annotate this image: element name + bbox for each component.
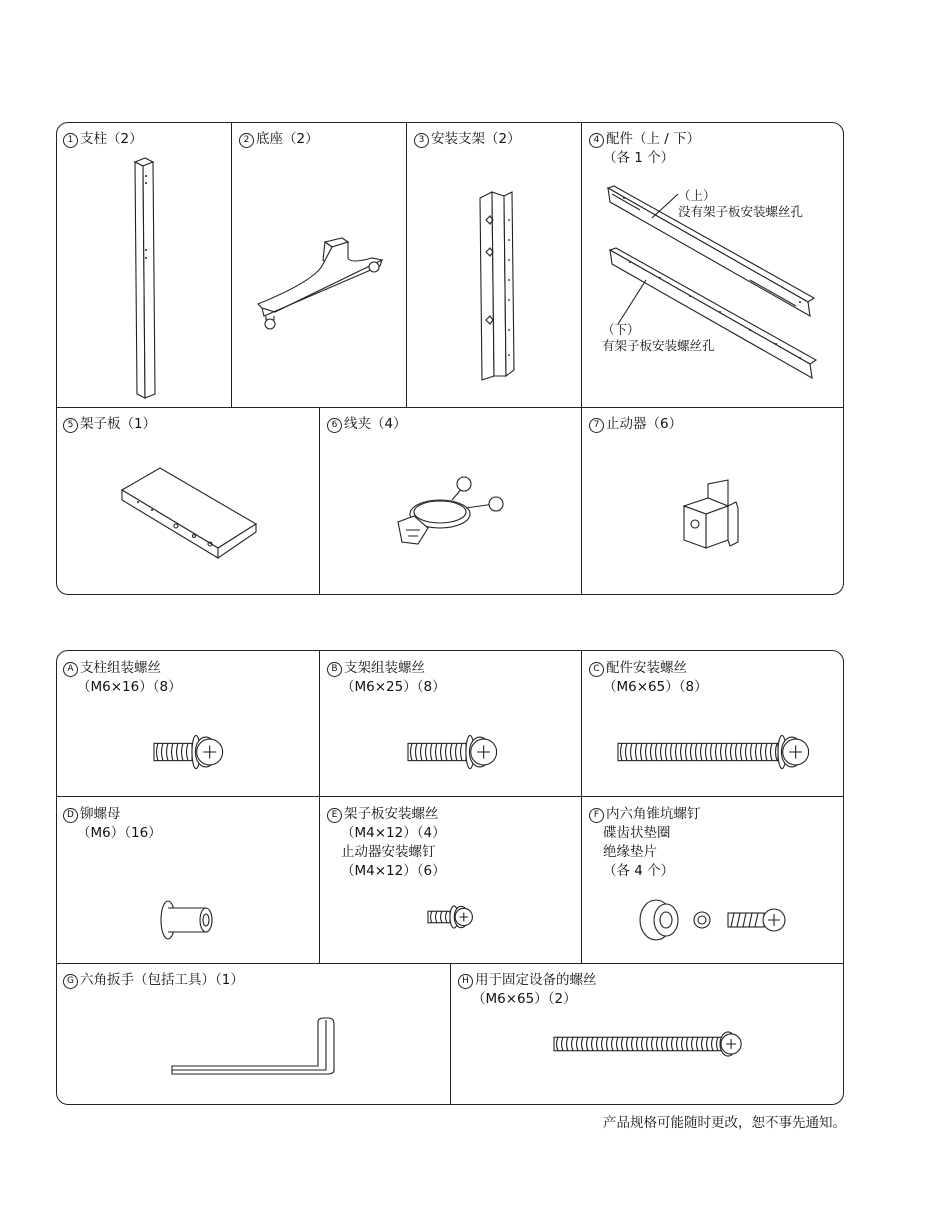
shelf-drawing bbox=[118, 462, 264, 562]
parts-divider-h bbox=[56, 407, 844, 408]
socket-screw-set-drawing bbox=[636, 896, 788, 944]
hw-g-label: G 六角扳手（包括工具）（1） bbox=[63, 971, 244, 990]
hardware-divider-v1 bbox=[319, 650, 320, 963]
base-drawing bbox=[250, 230, 400, 340]
parts-divider-v3 bbox=[581, 122, 582, 595]
hw-a-label: A 支柱组装螺丝 （M6×16）（8） bbox=[63, 659, 182, 697]
part-4-label: 4 配件（上 / 下） （各 1 个） bbox=[589, 130, 700, 168]
screw-c-drawing bbox=[614, 734, 810, 774]
stopper-drawing bbox=[676, 478, 752, 552]
hardware-divider-h1 bbox=[56, 796, 844, 797]
fitting-lower-note: （下） 有架子板安装螺丝孔 bbox=[602, 322, 715, 353]
screw-h-drawing bbox=[550, 1030, 746, 1062]
cable-clamp-drawing bbox=[386, 472, 516, 556]
hw-b-label: B 支架组装螺丝 （M6×25）（8） bbox=[327, 659, 446, 697]
hw-d-label: D 铆螺母 （M6）（16） bbox=[63, 805, 162, 843]
hardware-divider-v3 bbox=[450, 963, 451, 1105]
part-6-label: 6 线夹（4） bbox=[327, 415, 407, 434]
part-3-label: 3 安装支架（2） bbox=[414, 130, 521, 149]
rivet-nut-drawing bbox=[156, 898, 218, 942]
hw-f-label: F 内六角锥坑螺钉 碟齿状垫圈 绝缘垫片 （各 4 个） bbox=[589, 805, 701, 881]
screw-a-drawing bbox=[150, 734, 226, 774]
part-5-label: 5 架子板（1） bbox=[63, 415, 156, 434]
hex-wrench-drawing bbox=[168, 1016, 340, 1076]
footer-notice: 产品规格可能随时更改，恕不事先通知。 bbox=[603, 1115, 846, 1131]
parts-divider-v1 bbox=[231, 122, 232, 407]
part-7-label: 7 止动器（6） bbox=[589, 415, 682, 434]
hardware-divider-v2 bbox=[581, 650, 582, 963]
screw-e-drawing bbox=[424, 905, 474, 933]
hw-c-label: C 配件安装螺丝 （M6×65）（8） bbox=[589, 659, 708, 697]
screw-b-drawing bbox=[404, 734, 500, 774]
hw-e-label: E 架子板安装螺丝 （M4×12）（4） 止动器安装螺钉 （M4×12）（6） bbox=[327, 805, 446, 881]
pillar-drawing bbox=[125, 150, 165, 400]
parts-divider-v2 bbox=[406, 122, 407, 407]
hw-h-label: H 用于固定设备的螺丝 （M6×65）（2） bbox=[458, 971, 597, 1009]
part-2-label: 2 底座（2） bbox=[239, 130, 319, 149]
bracket-drawing bbox=[470, 180, 530, 390]
fitting-upper-note: （上） 没有架子板安装螺丝孔 bbox=[678, 188, 804, 219]
part-1-label: 1 支柱（2） bbox=[63, 130, 143, 149]
parts-divider-v4 bbox=[319, 407, 320, 595]
